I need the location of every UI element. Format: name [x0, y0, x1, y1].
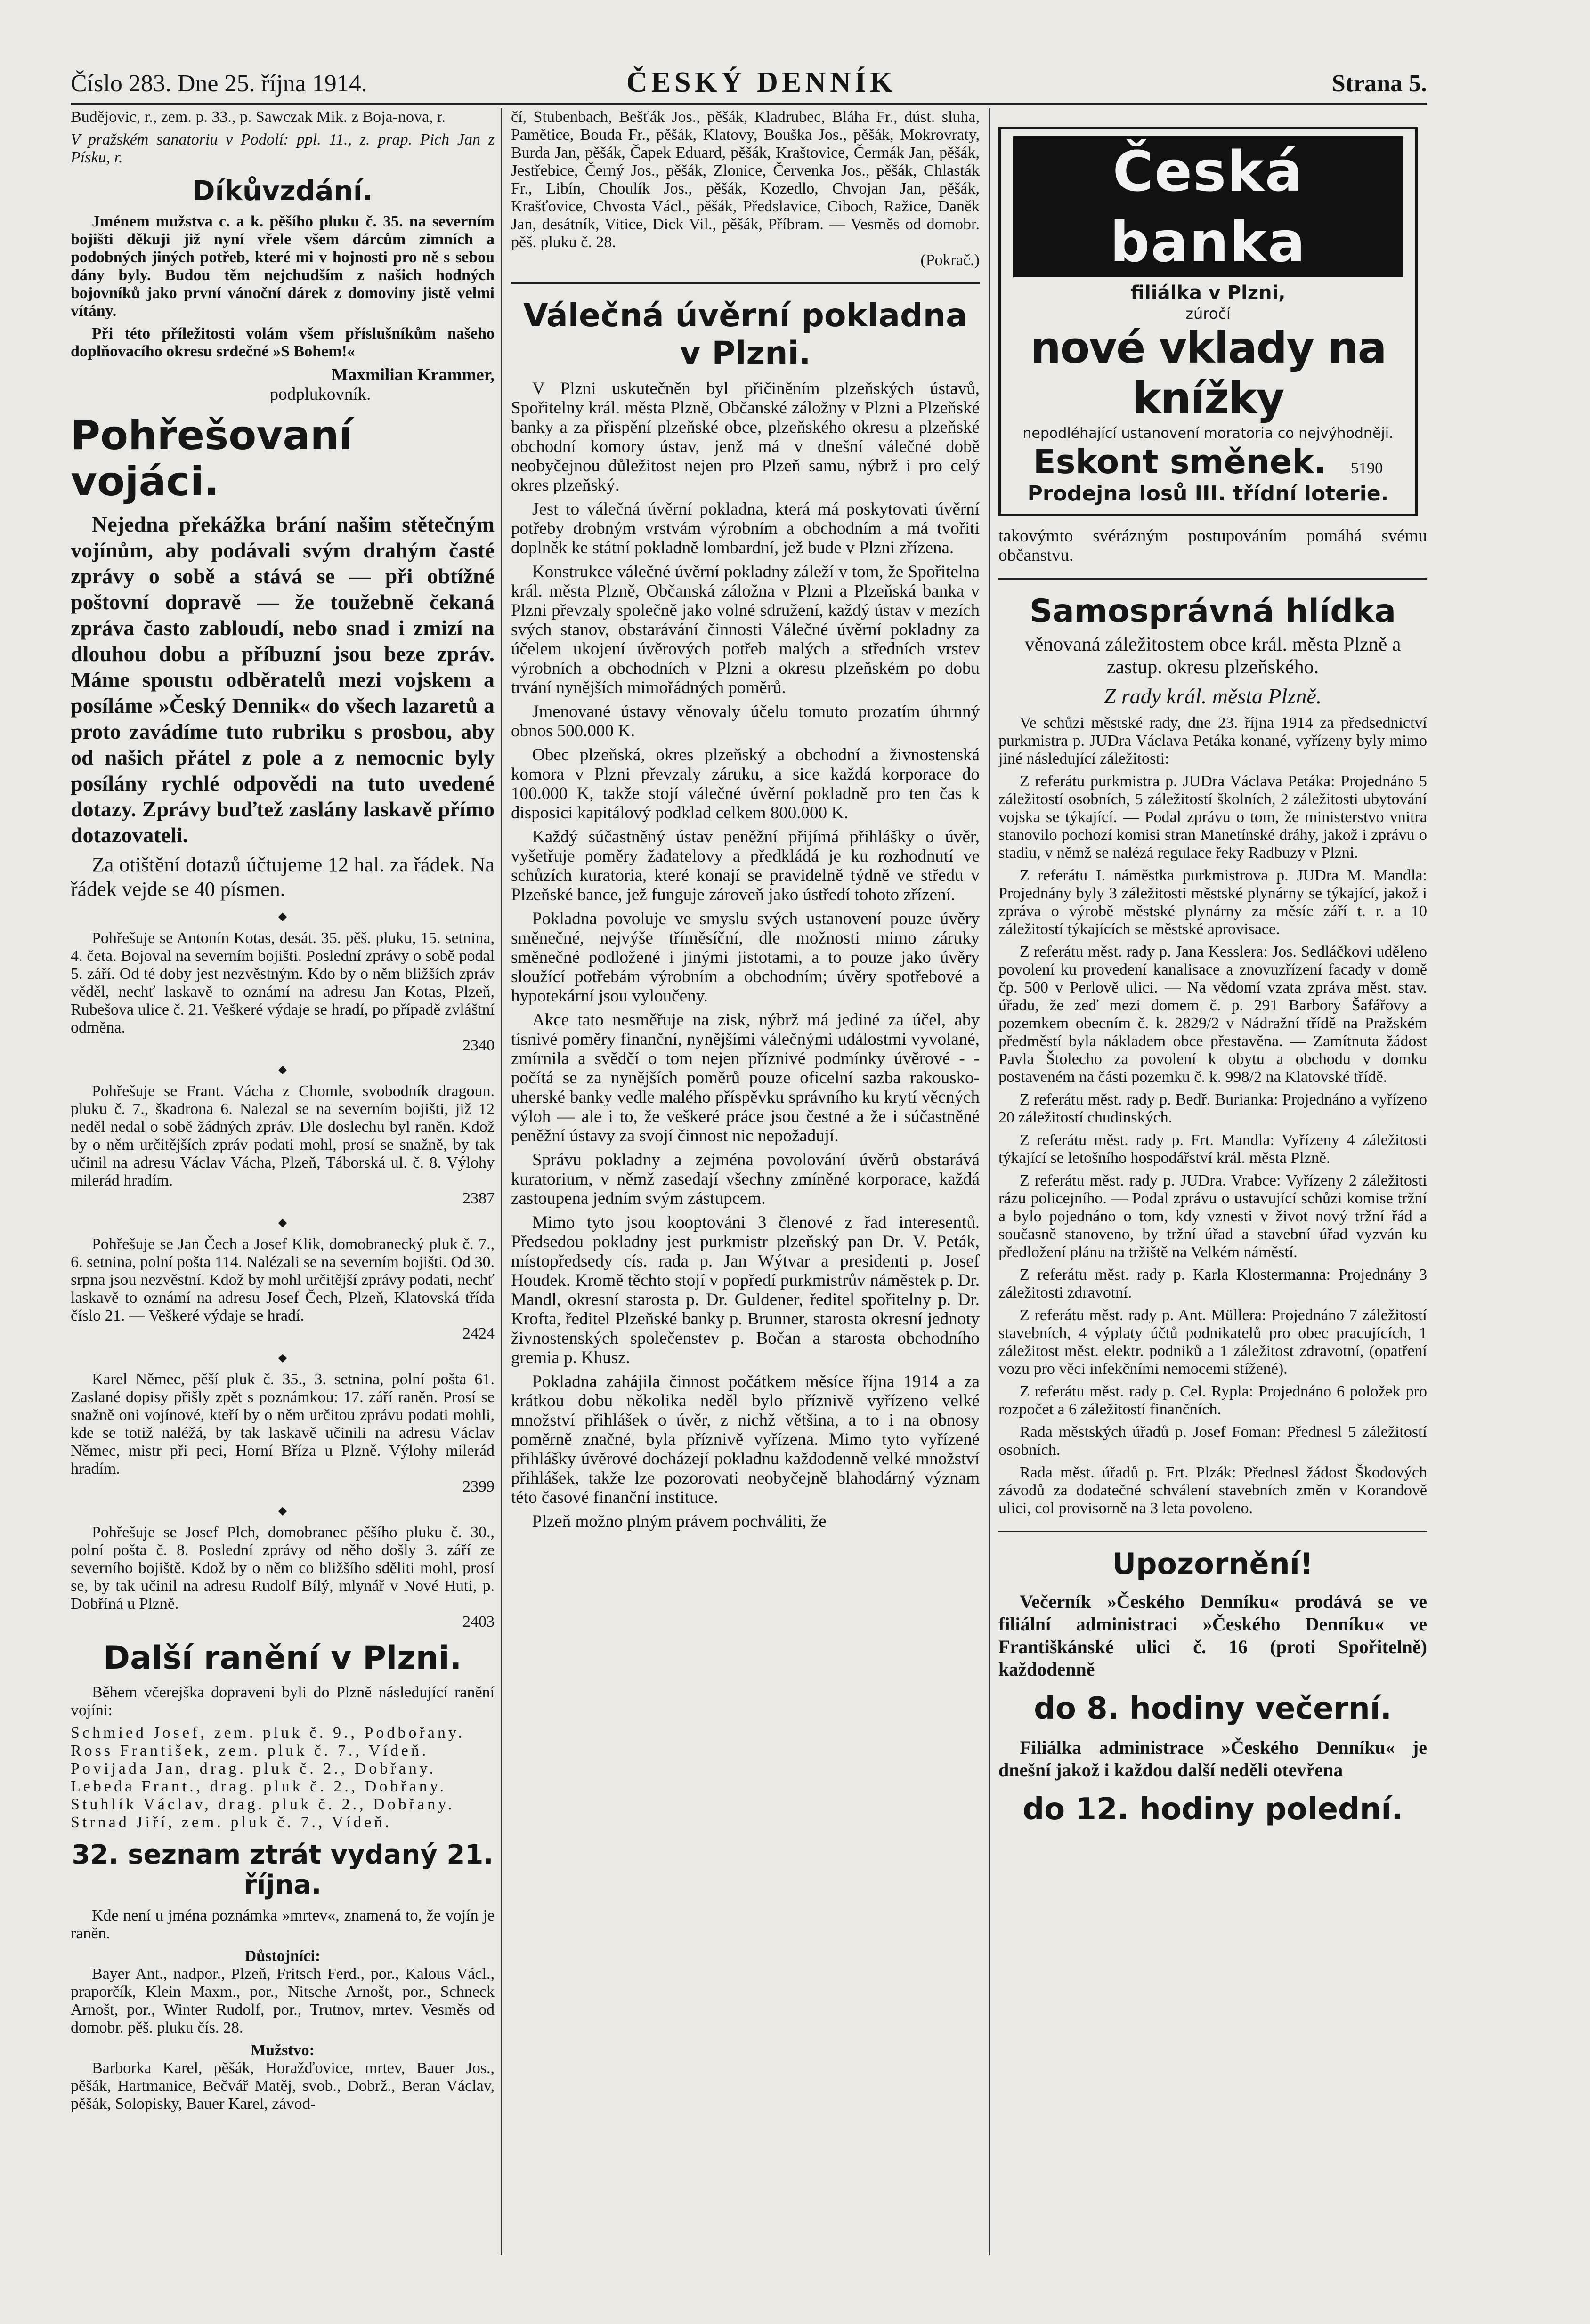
officers-heading: Důstojníci:	[244, 1947, 321, 1965]
council-paragraph: Z referátu měst. rady p. Bedř. Burianka: Projednáno a vyřízeno 20 záležitostí chudinských.	[998, 1091, 1427, 1126]
article-paragraph: V Plzni uskutečněn byl přičiněním plzeňských ústavů, Spořitelny král. města Plzně, Občanské záložny v Plzni a Plzeňské banky a za přispění plzeňské obce, plzeňského okresu a plzeňské obchodní komory ústav, jenž má v dnešní válečné době neobyčejnou důležitost nejen pro Plzeň samu, nýbrž i pro celý okres plzeňský.	[511, 379, 980, 495]
council-paragraph: Z referátu purkmistra p. JUDra Václava Petáka: Projednáno 5 záležitostí osobních, 5 záležitostí školních, 2 záležitosti ubytování vojska se týkající. — Podal zprávu o tom, že ministerstvo vnitra stanovilo pochozí komisi stran Manetínské dráhy, jakož i zprávu o stadiu, v němž se nalézá regulace řeky Radbuzy v Plzni.	[998, 773, 1427, 862]
article-paragraph: Plzeň možno plným právem pochváliti, že	[532, 1512, 827, 1531]
article-paragraph: Obec plzeňská, okres plzeňský a obchodní a živnostenská komora v Plzni převzaly záruku, a sice každá korporace do 100.000 K, takže stojí válečné úvěrní pokladně pro ten čas k disposici kapitálový podklad celkem 800.000 K.	[511, 745, 980, 823]
bank-advertisement	[998, 127, 1418, 516]
bank-discount: Eskont směnek.	[1033, 443, 1327, 481]
notice-box	[998, 1545, 1427, 1829]
masthead: ČESKÝ DENNÍK	[626, 66, 897, 98]
ad-number: 5190	[1351, 460, 1383, 477]
entry-number: 2387	[462, 1190, 495, 1207]
continued-mark: (Pokrač.)	[920, 251, 980, 269]
thanks-text-2: Při této příležitosti volám všem příslušníkům našeho doplňovacího okresu srdečné »S Bohem!«	[71, 325, 495, 360]
self-government-heading: Samosprávná hlídka	[1029, 593, 1396, 630]
entry-number: 2403	[462, 1613, 495, 1630]
article-paragraph: Mimo tyto jsou kooptováni 3 členové z řad interesentů. Předsedou pokladny jest purkmistr plzeňský pan Dr. V. Peták, místopředsedy cís. rada p. Jan Wýtvar a presidenti p. Josef Houdek. Kromě těchto stojí v popředí purkmistrův náměstek p. Dr. Mandl, okresní starosta p. Dr. Guldener, ředitel spořitelny p. Dr. Krofta, ředitel Plzeňské banky p. Brunner, starosta okresní jednoty živnostenských společenstev p. Bočan a starosta obchodního gremia p. Khusz.	[511, 1213, 980, 1367]
council-paragraph: Z referátu měst. rady p. JUDra. Vrabce: Vyřízeny 2 záležitosti rázu policejního. — Podal zprávu o ustavující schůzi komise tržní a bylo pojednáno o tom, kdy vznesti v život nový tržní řád a současně stanoveno, by tržní úřad a stavební úřad vyzván ku předložení plánu na tržiště na Velkém náměstí.	[998, 1172, 1427, 1261]
bank-interest: zúročí	[1185, 305, 1231, 323]
missing-entry: Pohřešuje se Frant. Vácha z Chomle, svobodník dragoun. pluku č. 7., škadrona 6. Nalezal se na severním bojišti, již 12 neděl nedal o sobě žádných zpráv. Dle doslechu byl raněn. Kdož by o něm určitějších zpráv podati mohl, prosí se snažně, by tak učinil na adresu Václav Vácha, Plzeň, Táborská ul. č. 8. Výlohy milerád hradím.	[71, 1082, 495, 1189]
men-heading: Mužstvo:	[251, 2042, 315, 2059]
thanks-heading: Díkůvzdání.	[192, 175, 373, 207]
separator: ◆	[278, 1505, 287, 1517]
losses-note: Kde není u jména poznámka »mrtev«, znamená to, že vojín je raněn.	[71, 1907, 495, 1942]
notice-hours-noon: do 12. hodiny polední.	[1022, 1792, 1403, 1827]
entry-number: 2399	[462, 1478, 495, 1495]
intro-line: Budějovic, r., zem. p. 33., p. Sawczak Mik. z Boja-nova, r.	[71, 108, 446, 126]
separator: ◆	[278, 1064, 287, 1076]
missing-lead: Nejedna překážka brání našim stětečným vojínům, aby podávali svým drahým časté zprávy o sobě a stává se — při obtížné poštovní dopravě — že toužebně čekaná zpráva často zabloudí, nebo snad i zmizí na dlouhou dobu a příbuzní jsou beze zpráv. Máme spoustu odběratelů mezi vojskem a posíláme »Český Dennik« do všech lazaretů a proto zavádíme tuto rubriku s prosbou, aby od našich přátel z pole a z nemocnic byly posílány rychlé odpovědi na tuto uvedené dotazy. Zprávy buďtež zaslány laskavě přímo dotazovateli.	[71, 512, 495, 847]
issue-date: Číslo 283. Dne 25. října 1914.	[71, 70, 367, 97]
council-paragraph: Z referátu měst. rady p. Cel. Rypla: Projednáno 6 položek pro rozpočet a 6 záležitostí finančních.	[998, 1383, 1427, 1418]
notice-text: Večerník »Českého Denníku« prodává se ve filiální administraci »Českého Denníku« ve Františkánské ulici č. 16 (proti Spořitelně) každodenně	[998, 1591, 1427, 1680]
article-paragraph: Správu pokladny a zejména povolování úvěrů obstarává kuratorium, v němž zasedají všechny zmíněné korporace, každá zastoupena jedním svým zástupcem.	[511, 1150, 980, 1208]
council-heading: Z rady král. města Plzně.	[1103, 684, 1322, 708]
bank-branch: filiálka v Plzni,	[1130, 282, 1286, 304]
missing-entry: Pohřešuje se Jan Čech a Josef Klik, domobranecký pluk č. 7., 6. setnina, polní pošta 114. Nalézali se na severním bojišti. Od 30. srpna jsou nezvěstní. Kdož by mohl určitější zprávy podati, nechť laskavě to oznámí na adresu Josef Čech, Plzeň, Klatovská třída číslo 21. — Veškeré výdaje se hradí.	[71, 1235, 495, 1324]
wounded-item: Lebeda Frant., drag. pluk č. 2., Dobřany.	[71, 1778, 447, 1795]
council-paragraph: Z referátu měst. rady p. Ant. Müllera: Projednáno 7 záležitostí stavebních, 4 výplaty účtů podnikatelů pro obec pracujících, 1 záležitost měst. elektr. podniků a 1 záležitost zdravotní, (opatření vozu pro věci infekčními nemocemi stížené).	[998, 1307, 1427, 1378]
bank-name: Česká banka	[1013, 136, 1403, 277]
wounded-item: Schmied Josef, zem. pluk č. 9., Podbořany.	[71, 1724, 465, 1742]
article-paragraph: Akce tato nesměřuje na zisk, nýbrž má jediné za účel, aby tísnivé poměry finanční, nynějšími válečnými událostmi vyvolané, zmírnila a svědčí o tom nejen příznivé podmínky úvěrové - - počítá se za nynějších poměrů pouze oficelní sazba rakousko-uherské banky vedle malého příspěvku správního ku krytí věcných výloh — ale i to, že veškeré práce jsou čestné a že i súčastněné peněžní ústavy za svojí činnost nic nepožadují.	[511, 1010, 980, 1146]
officers-text: Bayer Ant., nadpor., Plzeň, Fritsch Ferd., por., Kalous Václ., praporčík, Klein Maxm., por., Nitsche Arnošt, por., Schneck Arnošt, por., Winter Rudolf, por., Trutnov, mrtev. Vesměs od domobr. pěš. pluku čís. 28.	[71, 1965, 495, 2036]
notice-hours-evening: do 8. hodiny večerní.	[1034, 1691, 1392, 1726]
article-paragraph: Pokladna zahájila činnost počátkem měsíce října 1914 a za krátkou dobu několika neděl bylo příznivě vyřízeno velké množství přihlášek o úvěr, z nichž většina, a to i na obnosy poměrně značné, byla příznivě vyřízena. Mimo tyto vyřízené přihlášky úvěrové docházejí pokladnu každodenně velké množství přihlášek, takže lze pozorovati neobyčejně blahodárný význam této časové finanční instituce.	[511, 1372, 980, 1507]
council-paragraph: Rada měst. úřadů p. Frt. Plzák: Přednesl žádost Škodových závodů za dodatečné schválení stavebních změn v Korandově ulici, col provisorně na 3 leta povoleno.	[998, 1464, 1427, 1517]
article-paragraph: Jmenované ústavy věnovaly účelu tomuto prozatím úhrnný obnos 500.000 K.	[511, 702, 980, 741]
intro-line: V pražském sanatoriu v Podolí: ppl. 11., z. prap. Pich Jan z Písku, r.	[71, 131, 495, 166]
header-rule	[71, 103, 1427, 105]
page-number: Strana 5.	[1331, 70, 1427, 97]
council-paragraph: Z referátu I. náměstka purkmistrova p. JUDra M. Mandla: Projednány byly 3 záležitosti městské plynárny se týkající, jakož i zpráva o výrobě městské plynárny za měsíc září t. r. a 10 záležitostí týkajících se městské aprovisace.	[998, 867, 1427, 938]
thanks-text: Jménem mužstva c. a k. pěšího pluku č. 35. na severním bojišti děkuji již nyní vřele všem dárcům zimních a podobných jiných potřeb, které mi v hojnosti pro ně s sebou dány byly. Budou těm nejchudším z našich hodných bojovníků jako první vánoční dárek z domoviny jistě velmi vítány.	[71, 213, 495, 320]
article-paragraph: Jest to válečná úvěrní pokladna, která má poskytovati úvěrní potřeby drobným vrstvám výrobním a obchodním a má tvořiti doplněk ke státní pokladně lombardní, jež bude v Plzni zřízena.	[511, 500, 980, 557]
page-header	[71, 61, 1427, 104]
section-rule	[511, 282, 980, 284]
article-paragraph: Pokladna povoluje ve smyslu svých ustanovení pouze úvěry směnečné, nejvýše tříměsíční, dle možnosti mimo záruky směnečné podložené i jinými jistotami, a to pouze jako úvěry sloužící potřebám výrobním a obchodním; úvěry spotřebové a hypotekární jsou vyloučeny.	[511, 909, 980, 1006]
credit-office-heading: Válečná úvěrní pokladna v Plzni.	[523, 297, 968, 372]
bank-lottery: Prodejna losů III. třídní loterie.	[1027, 482, 1389, 506]
article-paragraph: Každý súčastněný ústav peněžní přijímá přihlášky o úvěr, vyšetřuje poměry žadatelovy a předkládá je ku rozhodnutí ve schůzích kuratoria, které konají se pravidelně týdně ve středu v Plzeňské bance, jež funguje zároveň jako ústředí tohoto zřízení.	[511, 827, 980, 904]
wounded-item: Ross František, zem. pluk č. 7., Vídeň.	[71, 1742, 429, 1759]
separator: ◆	[278, 1352, 287, 1364]
council-paragraph: Ve schůzi městské rady, dne 23. října 1914 za předsednictví purkmistra p. JUDra Václava Petáka konané, vyřízeny byly mimo jiné následující záležitosti:	[998, 714, 1427, 767]
separator: ◆	[278, 1217, 287, 1229]
wounded-intro: Během včerejška dopraveni byli do Plzně následující ranění vojíni:	[71, 1684, 495, 1719]
missing-entry: Karel Němec, pěší pluk č. 35., 3. setnina, polní pošta 61. Zaslané dopisy přišly zpět s poznámkou: 17. září raněn. Prosí se snažně oni vojínové, kteří by o něm určitou zprávu podati mohli, kde se totiž naléžá, by tak laskavě učinili na adresu Václav Němec, mistr při peci, Horní Bříza u Plzně. Výlohy milerád hradím.	[71, 1371, 495, 1477]
wounded-heading: Další ranění v Plzni.	[103, 1639, 462, 1677]
section-rule	[998, 1531, 1427, 1532]
bank-deposits: nové vklady na knížky	[1030, 323, 1386, 424]
entry-number: 2424	[462, 1325, 495, 1342]
column-1	[71, 108, 495, 2284]
council-paragraph: Z referátu měst. rady p. Karla Klostermanna: Projednány 3 záležitosti zdravotní.	[998, 1266, 1427, 1301]
missing-heading: Pohřešovaní vojáci.	[71, 412, 353, 505]
wounded-item: Stuhlík Václav, drag. pluk č. 2., Dobřany.	[71, 1796, 455, 1813]
separator: ◆	[278, 911, 287, 923]
men-text: Barborka Karel, pěšák, Horažďovice, mrtev, Bauer Jos., pěšák, Hartmanice, Bečvář Matěj, svob., Dobrž., Beran Václav, pěšák, Solopisky, Bauer Karel, závod-	[71, 2059, 495, 2113]
column-rule-1	[501, 108, 502, 2255]
wounded-item: Povijada Jan, drag. pluk č. 2., Dobřany.	[71, 1760, 437, 1777]
column-3	[998, 108, 1427, 2284]
article-continued: takovýmto svérázným postupováním pomáhá svému občanstvu.	[998, 526, 1427, 565]
entry-number: 2340	[462, 1037, 495, 1054]
council-paragraph: Z referátu měst. rady p. Frt. Mandla: Vyřízeny 4 záležitosti týkající se letošního hospodářství král. města Plzně.	[998, 1131, 1427, 1167]
missing-entry: Pohřešuje se Antonín Kotas, desát. 35. pěš. pluku, 15. setnina, 4. četa. Bojoval na severním bojišti. Poslední zprávy o sobě podal 5. září. Od té doby jest nezvěstným. Kdo by o něm bližších zpráv věděl, nechť laskavě to oznámí na adresu Jan Kotas, Plzeň, Rubešova ulice č. 21. Veškeré výdaje se hradí, po případě zvláštní odměna.	[71, 929, 495, 1036]
column-2	[511, 108, 980, 2284]
missing-entry: Pohřešuje se Josef Plch, domobranec pěšího pluku č. 30., polní pošta č. 8. Poslední zprávy od něho došly 3. září ze severního bojiště. Kdož by o něm co bližšího sděliti mohl, prosí se, by tak učinil na adresu Rudolf Bílý, mlynář v Nové Huti, p. Dobříná u Plzně.	[71, 1524, 495, 1613]
losses-continued: čí, Stubenbach, Bešťák Jos., pěšák, Kladrubec, Bláha Fr., dúst. sluha, Pamětice, Bouda Fr., pěšák, Klatovy, Bouška Jos., pěšák, Mokrovraty, Burda Jan, pěšák, Čapek Eduard, pěšák, Kraštovice, Čermák Jan, pěšák, Jestřebice, Černý Jos., pěšák, Zlonice, Červenka Jos., pěšák, Chlasták Fr., Libín, Choulík Jos., pěšák, Kozedlo, Chvojan Jan, pěšák, Krašťovice, Chvosta Václ., pěšák, Předslavice, Ciboch, Ražice, Daněk Jan, desátník, Vitice, Dick Vil., pěšák, Příbram. — Vesměs od domobr. pěš. pluku č. 28.	[511, 108, 980, 251]
bank-moratorium: nepodléhající ustanovení moratoria co nejvýhodněji.	[1022, 425, 1394, 442]
losses-heading: 32. seznam ztrát vydaný 21. října.	[72, 1840, 494, 1900]
section-rule	[998, 578, 1427, 580]
self-government-subtitle: věnovaná záležitostem obce král. města Plzně a zastup. okresu plzeňského.	[1024, 634, 1401, 678]
article-paragraph: Konstrukce válečné úvěrní pokladny záleží v tom, že Spořitelna král. města Plzně, Občanská záložna v Plzni a Plzeňská banka v Plzni převzaly společně jako volné sdružení, každý ústav v mezích svých stanov, obstarávání činnosti Válečné úvěrní pokladny za účelem ukojení úvěrových potřeb malých a středních vrstev výrobních a obchodních v Plzni a okresu plzeňském po dobu trvání nynějších mimořádných poměrů.	[511, 562, 980, 697]
council-paragraph: Rada městských úřadů p. Josef Foman: Přednesl 5 záležitostí osobních.	[998, 1423, 1427, 1459]
missing-price: Za otištění dotazů účtujeme 12 hal. za řádek. Na řádek vejde se 40 písmen.	[71, 853, 495, 901]
thanks-signature: Maxmilian Krammer,	[332, 365, 495, 385]
thanks-rank: podplukovník.	[269, 385, 371, 404]
council-paragraph: Z referátu měst. rady p. Jana Kesslera: Jos. Sedláčkovi uděleno povolení ku provedení kanalisace a znovuzřízení facady v domě čp. 500 v Perlově ulici. — Na vědomí vzata zpráva měst. stav. úřadu, že zeď mezi domem č. p. 291 Barbory Šafářovy a pozemkem obecním č. k. 2829/2 v Nádražní třídě na Pražském předměstí byla nákladem obce přestavěna. — Zamítnuta žádost Pavla Štolecho za povolení k obytu a obchodu v domku postaveném na části pozemku č. k. 998/2 na Klatovské třídě.	[998, 943, 1427, 1086]
wounded-item: Strnad Jiří, zem. pluk č. 7., Vídeň.	[71, 1814, 392, 1831]
bank-discount-row	[1010, 443, 1406, 481]
notice-heading: Upozornění!	[1112, 1547, 1314, 1581]
column-rule-2	[989, 108, 990, 2255]
notice-text: Filiálka administrace »Českého Denníku« je dnešní jakož i každou další neděli otevřena	[998, 1737, 1427, 1781]
